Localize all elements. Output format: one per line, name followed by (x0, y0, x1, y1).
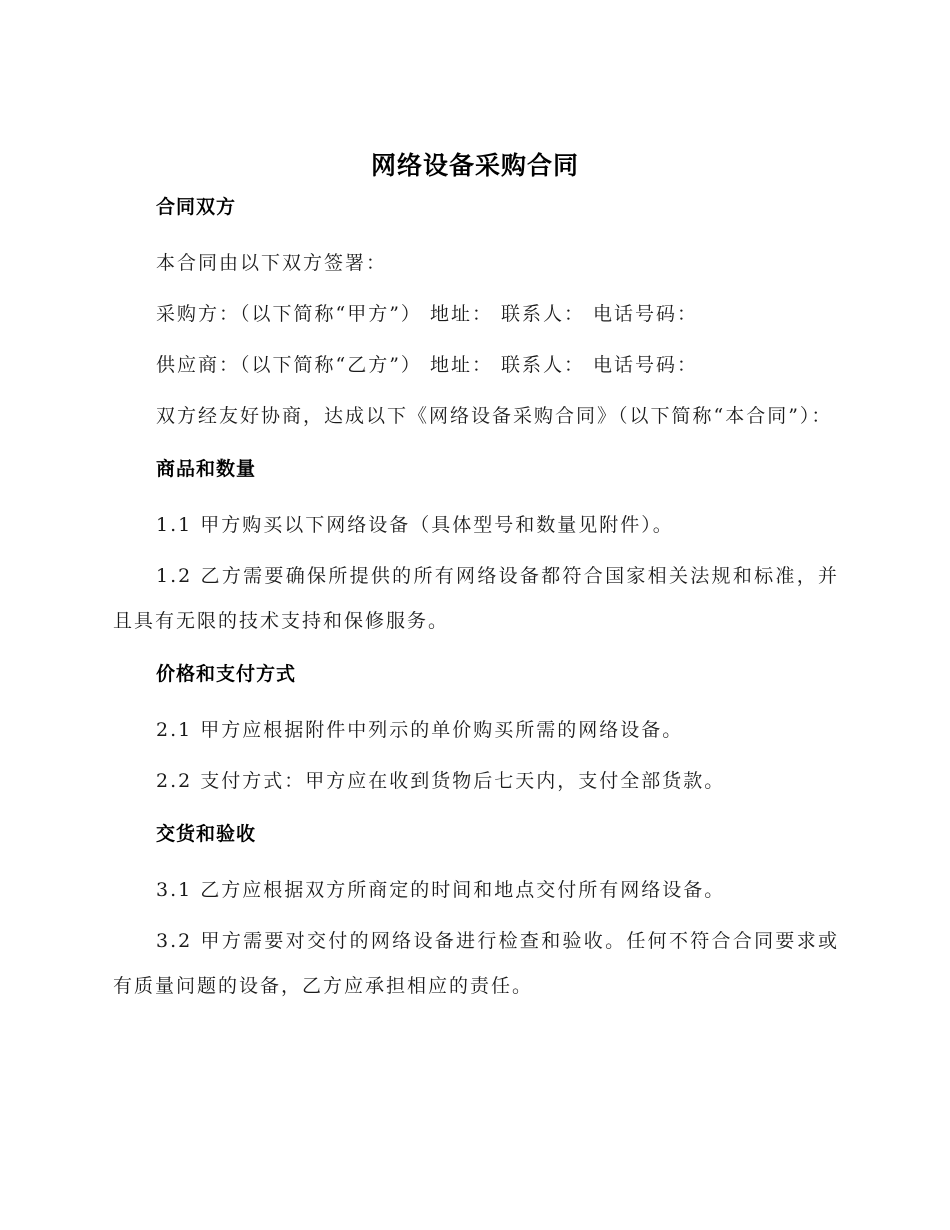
paragraph: 2.2 支付方式：甲方应在收到货物后七天内，支付全部货款。 (156, 770, 726, 792)
section-heading-price: 价格和支付方式 (156, 663, 297, 685)
paragraph: 1.2 乙方需要确保所提供的所有网络设备都符合国家相关法规和标准，并且具有无限的技术支持和保修服务。 (113, 565, 839, 632)
document-body (113, 190, 839, 1015)
paragraph: 供应商：（以下简称“乙方”） 地址： 联系人： 电话号码： (156, 354, 699, 376)
paragraph: 2.1 甲方应根据附件中列示的单价购买所需的网络设备。 (156, 719, 684, 741)
paragraph: 3.1 乙方应根据双方所商定的时间和地点交付所有网络设备。 (156, 879, 726, 901)
paragraph: 双方经友好协商，达成以下《网络设备采购合同》（以下简称“本合同”）： (156, 405, 833, 427)
paragraph: 本合同由以下双方签署： (156, 252, 388, 274)
section-heading-parties: 合同双方 (156, 196, 237, 218)
paragraph: 采购方：（以下简称“甲方”） 地址： 联系人： 电话号码： (156, 303, 699, 325)
paragraph: 1.1 甲方购买以下网络设备（具体型号和数量见附件）。 (156, 514, 674, 536)
paragraph: 3.2 甲方需要对交付的网络设备进行检查和验收。任何不符合合同要求或有质量问题的设备，乙方应承担相应的责任。 (113, 930, 839, 997)
document-title: 网络设备采购合同 (370, 151, 579, 180)
section-heading-delivery: 交货和验收 (156, 823, 257, 845)
section-heading-goods: 商品和数量 (156, 458, 257, 480)
